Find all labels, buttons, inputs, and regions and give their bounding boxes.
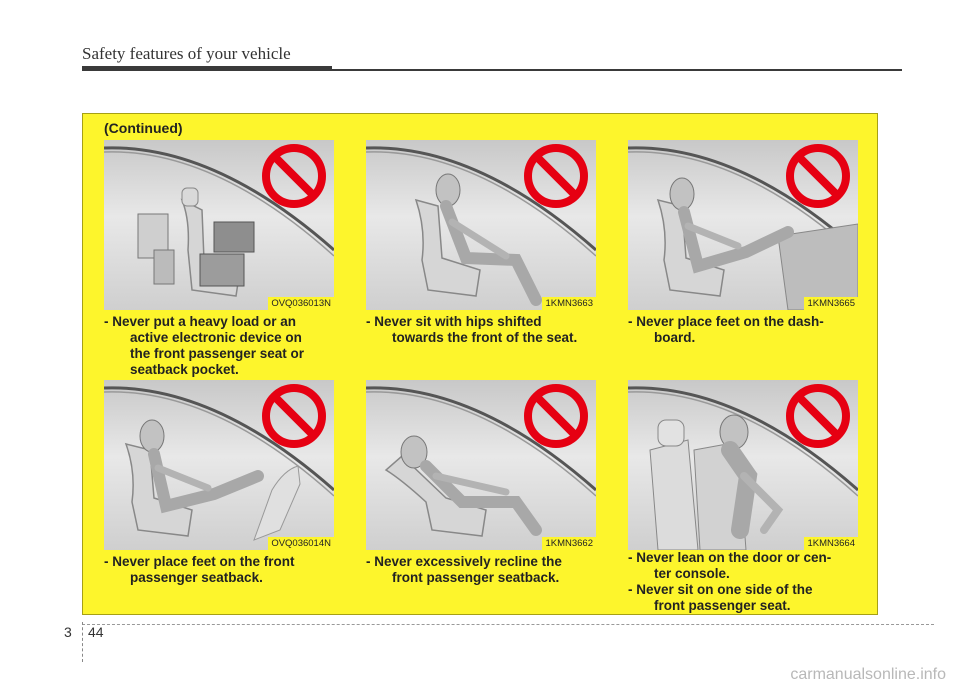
caption-feet-seatback [104, 554, 336, 586]
caption-line: seatback pocket. [130, 362, 239, 377]
caption-lean-door [628, 550, 860, 614]
caption-line: - Never place feet on the dash- [628, 314, 824, 329]
caption-line: board. [654, 330, 696, 345]
caption-line: - Never put a heavy load or an [104, 314, 297, 329]
caption-recline [366, 554, 598, 586]
caption-line: ter console. [654, 566, 730, 581]
caption-feet-dashboard [628, 314, 860, 346]
figure-heavy-load [104, 140, 334, 310]
figure-feet-dashboard [628, 140, 858, 310]
prohibition-sign-icon [104, 380, 334, 550]
figure-lean-door [628, 380, 858, 550]
caption-line: towards the front of the seat. [392, 330, 578, 345]
figure-code: 1KMN3665 [804, 297, 858, 310]
header-rule [82, 66, 902, 71]
figure-code: 1KMN3663 [542, 297, 596, 310]
chapter-number: 3 [64, 624, 72, 640]
caption-line: - Never excessively recline the [366, 554, 562, 569]
caption-heavy-load [104, 314, 336, 378]
caption-line: - Never lean on the door or cen- [628, 550, 832, 565]
figure-hips-shifted [366, 140, 596, 310]
header-title: Safety features of your vehicle [82, 44, 291, 63]
page-number: 44 [88, 624, 104, 640]
figure-code: OVQ036013N [268, 297, 334, 310]
caption-line: front passenger seat. [654, 598, 791, 613]
prohibition-sign-icon [628, 140, 858, 310]
continued-label: (Continued) [104, 120, 183, 136]
figure-feet-seatback [104, 380, 334, 550]
figure-recline [366, 380, 596, 550]
prohibition-sign-icon [104, 140, 334, 310]
prohibition-sign-icon [628, 380, 858, 550]
figure-code: OVQ036014N [268, 537, 334, 550]
prohibition-sign-icon [366, 380, 596, 550]
figure-code: 1KMN3662 [542, 537, 596, 550]
caption-line: active electronic device on [130, 330, 302, 345]
watermark: carmanualsonline.info [790, 666, 946, 683]
caption-line: passenger seatback. [130, 570, 263, 585]
footer-divider [82, 622, 83, 662]
footer-rule [82, 624, 934, 625]
caption-hips-shifted [366, 314, 598, 346]
figure-code: 1KMN3664 [804, 537, 858, 550]
prohibition-sign-icon [366, 140, 596, 310]
caption-line: the front passenger seat or [130, 346, 305, 361]
caption-line: front passenger seatback. [392, 570, 560, 585]
caption-line: - Never sit on one side of the [628, 582, 813, 597]
caption-line: - Never sit with hips shifted [366, 314, 542, 329]
caption-line: - Never place feet on the front [104, 554, 295, 569]
